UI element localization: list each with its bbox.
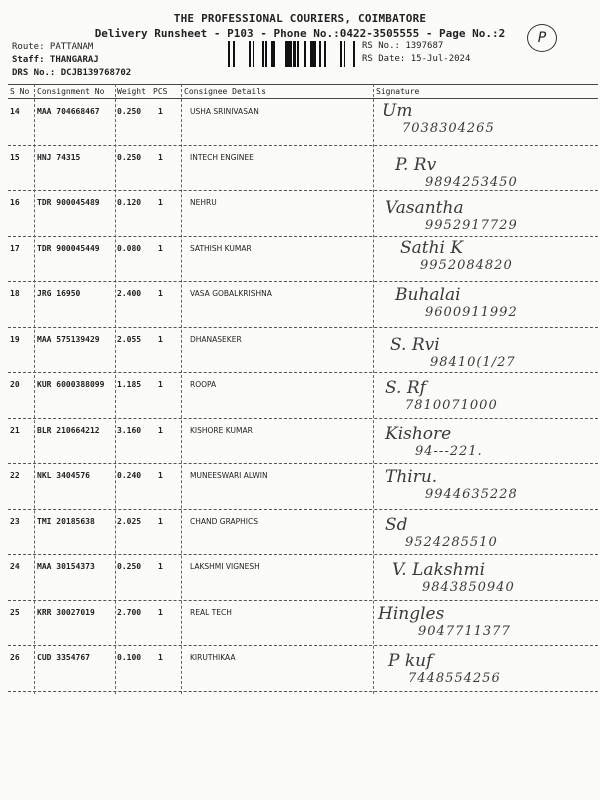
signature-name: V. Lakshmi (392, 560, 486, 580)
row-separator (8, 645, 598, 646)
signature-phone: 9952084820 (420, 258, 513, 273)
row-consignee: KIRUTHIKAA (190, 653, 236, 662)
table-row (0, 283, 600, 329)
table-row (0, 374, 600, 420)
signature-phone: 98410(1/27 (430, 355, 516, 370)
row-signature (385, 424, 483, 459)
row-weight: 0.250 (117, 153, 142, 162)
row-signature (385, 515, 498, 550)
table-row (0, 647, 600, 693)
row-separator (8, 463, 598, 464)
row-consignment: NKL 3404576 (37, 471, 90, 480)
barcode-bar (250, 41, 251, 67)
row-separator (8, 236, 598, 237)
row-signature (390, 335, 516, 370)
row-consignment: KRR 30027019 (37, 608, 95, 617)
row-separator (8, 691, 598, 692)
row-sno: 26 (10, 653, 20, 662)
barcode-bar (344, 41, 345, 67)
table-row (0, 556, 600, 602)
row-weight: 2.025 (117, 517, 142, 526)
row-pcs: 1 (158, 107, 163, 116)
signature-phone: 9843850940 (422, 580, 515, 595)
row-consignee: LAKSHMI VIGNESH (190, 562, 260, 571)
staff-label: Staff: THANGARAJ (12, 55, 99, 65)
row-consignment: TDR 900045489 (37, 198, 100, 207)
row-sno: 18 (10, 289, 20, 298)
barcode-bar (287, 41, 289, 67)
row-consignee: INTECH ENGINEE (190, 153, 254, 162)
table-row (0, 101, 600, 147)
row-consignment: HNJ 74315 (37, 153, 81, 162)
row-separator (8, 190, 598, 191)
barcode-bar (228, 41, 230, 67)
row-signature (385, 467, 518, 502)
row-pcs: 1 (158, 198, 163, 207)
header-top-rule (8, 84, 598, 85)
row-consignment: CUD 3354767 (37, 653, 90, 662)
table-row (0, 465, 600, 511)
row-weight: 2.400 (117, 289, 142, 298)
barcode-bar (272, 41, 275, 67)
barcode-bar (324, 41, 326, 67)
signature-phone: 9952917729 (425, 218, 518, 233)
row-weight: 2.055 (117, 335, 142, 344)
drs-label: DRS No.: DCJB139768702 (12, 68, 132, 78)
row-weight: 2.700 (117, 608, 142, 617)
row-sno: 16 (10, 198, 20, 207)
col-weight: Weight (117, 87, 146, 96)
page-title: THE PROFESSIONAL COURIERS, COIMBATORE (173, 12, 427, 25)
row-weight: 1.185 (117, 380, 142, 389)
row-separator (8, 418, 598, 419)
barcode-bar (312, 41, 313, 67)
row-pcs: 1 (158, 426, 163, 435)
row-sno: 17 (10, 244, 20, 253)
col-signature: Signature (376, 87, 420, 96)
row-separator (8, 372, 598, 373)
barcode-bar (341, 41, 342, 67)
row-sno: 15 (10, 153, 20, 162)
row-weight: 0.240 (117, 471, 142, 480)
barcode-bar (315, 41, 316, 67)
barcode-bar (304, 41, 306, 67)
table-row (0, 147, 600, 193)
row-signature (395, 155, 518, 190)
row-consignee: DHANASEKER (190, 335, 242, 344)
barcode-bar (289, 41, 292, 67)
signature-name: Thiru. (385, 467, 438, 487)
row-signature (378, 604, 511, 639)
col-consignee: Consignee Details (184, 87, 266, 96)
signature-name: P. Rv (395, 155, 437, 175)
header-bottom-rule (8, 98, 598, 99)
row-weight: 0.120 (117, 198, 142, 207)
barcode-bar (313, 41, 315, 67)
row-separator (8, 327, 598, 328)
row-consignment: MAA 575139429 (37, 335, 100, 344)
page-mark: P (527, 24, 557, 52)
col-consignment: Consignment No (37, 87, 105, 96)
row-consignment: TMI 20185638 (37, 517, 95, 526)
signature-name: Um (382, 101, 413, 121)
row-sno: 21 (10, 426, 20, 435)
row-separator (8, 145, 598, 146)
barcode-bar (340, 41, 341, 67)
row-consignment: KUR 6000388099 (37, 380, 105, 389)
row-separator (8, 600, 598, 601)
row-pcs: 1 (158, 153, 163, 162)
row-pcs: 1 (158, 380, 163, 389)
row-signature (395, 285, 518, 320)
signature-phone: 9600911992 (425, 305, 518, 320)
row-signature (392, 560, 515, 595)
barcode-bar (249, 41, 250, 67)
row-weight: 3.160 (117, 426, 142, 435)
table-row (0, 329, 600, 375)
col-sno: S No (10, 87, 30, 96)
signature-phone: 9047711377 (418, 624, 511, 639)
row-separator (8, 554, 598, 555)
row-consignment: MAA 704668467 (37, 107, 100, 116)
row-signature (382, 101, 495, 136)
row-separator (8, 281, 598, 282)
signature-name: Hingles (378, 604, 445, 624)
row-weight: 0.250 (117, 107, 142, 116)
barcode-bar (285, 41, 287, 67)
row-sno: 22 (10, 471, 20, 480)
signature-phone: 94---221. (415, 444, 483, 459)
table-row (0, 192, 600, 238)
row-pcs: 1 (158, 608, 163, 617)
col-pcs: PCS (153, 87, 168, 96)
row-signature (400, 238, 513, 273)
barcode-icon (228, 41, 356, 67)
barcode-bar (233, 41, 235, 67)
row-consignee: REAL TECH (190, 608, 232, 617)
row-consignee: VASA GOBALKRISHNA (190, 289, 272, 298)
row-consignee: USHA SRINIVASAN (190, 107, 259, 116)
barcode-bar (262, 41, 264, 67)
runsheet-subtitle: Delivery Runsheet - P103 - Phone No.:0422-3505555 - Page No.:2 (94, 27, 506, 40)
route-label: Route: PATTANAM (12, 42, 94, 52)
row-consignment: JRG 16950 (37, 289, 81, 298)
row-sno: 20 (10, 380, 20, 389)
row-weight: 0.080 (117, 244, 142, 253)
rs-date: RS Date: 15-Jul-2024 (362, 54, 471, 64)
barcode-bar (271, 41, 272, 67)
row-consignee: NEHRU (190, 198, 217, 207)
row-weight: 0.250 (117, 562, 142, 571)
signature-phone: 9524285510 (405, 535, 498, 550)
signature-phone: 7448554256 (408, 671, 501, 686)
signature-phone: 7810071000 (405, 398, 498, 413)
row-sno: 14 (10, 107, 20, 116)
row-pcs: 1 (158, 517, 163, 526)
row-consignment: TDR 900045449 (37, 244, 100, 253)
table-row (0, 238, 600, 284)
row-consignee: MUNEESWARI ALWIN (190, 471, 268, 480)
table-row (0, 602, 600, 648)
row-signature (388, 651, 501, 686)
signature-name: S. Rf (385, 378, 426, 398)
barcode-bar (253, 41, 254, 67)
row-consignee: CHAND GRAPHICS (190, 517, 258, 526)
signature-name: S. Rvi (390, 335, 440, 355)
table-row (0, 420, 600, 466)
row-pcs: 1 (158, 289, 163, 298)
signature-name: Sd (385, 515, 408, 535)
barcode-bar (265, 41, 267, 67)
table-row (0, 511, 600, 557)
row-consignment: MAA 30154373 (37, 562, 95, 571)
row-pcs: 1 (158, 562, 163, 571)
row-signature (385, 198, 518, 233)
row-sno: 23 (10, 517, 20, 526)
signature-name: Sathi K (400, 238, 464, 258)
row-pcs: 1 (158, 653, 163, 662)
signature-phone: 9894253450 (425, 175, 518, 190)
row-sno: 25 (10, 608, 20, 617)
signature-name: Vasantha (385, 198, 464, 218)
row-weight: 0.100 (117, 653, 142, 662)
signature-phone: 9944635228 (425, 487, 518, 502)
barcode-bar (297, 41, 299, 67)
row-consignee: ROOPA (190, 380, 217, 389)
row-consignee: KISHORE KUMAR (190, 426, 253, 435)
row-pcs: 1 (158, 244, 163, 253)
row-pcs: 1 (158, 471, 163, 480)
row-pcs: 1 (158, 335, 163, 344)
signature-name: Kishore (385, 424, 452, 444)
row-sno: 19 (10, 335, 20, 344)
row-consignee: SATHISH KUMAR (190, 244, 252, 253)
barcode-bar (310, 41, 311, 67)
row-signature (385, 378, 498, 413)
barcode-bar (293, 41, 296, 67)
row-separator (8, 509, 598, 510)
rs-number: RS No.: 1397687 (362, 41, 444, 51)
signature-phone: 7038304265 (402, 121, 495, 136)
signature-name: P kuf (388, 651, 433, 671)
row-consignment: BLR 210664212 (37, 426, 100, 435)
barcode-bar (353, 41, 355, 67)
row-sno: 24 (10, 562, 20, 571)
barcode-bar (311, 41, 312, 67)
signature-name: Buhalai (395, 285, 461, 305)
barcode-bar (319, 41, 321, 67)
